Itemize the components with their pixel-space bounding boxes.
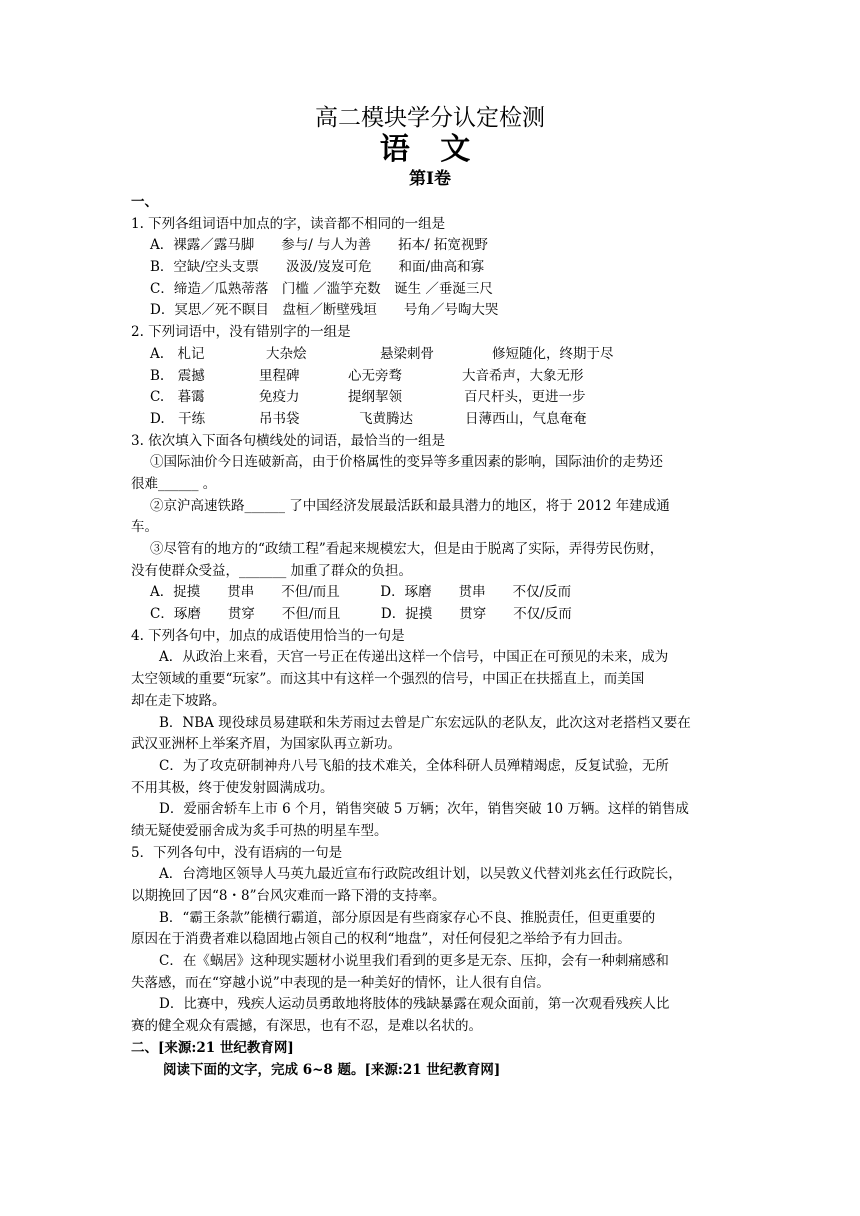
q2-cell: 吊书袋 — [259, 410, 300, 427]
question-2-stem: 2. 下列词语中，没有错别字的一组是 — [131, 324, 351, 341]
question-4-stem: 4. 下列各句中，加点的成语使用恰当的一句是 — [131, 627, 405, 644]
section-two-heading: 二、[来源:21 世纪教育网] — [131, 1039, 294, 1056]
q2-cell: 大杂烩 — [266, 345, 307, 362]
question-4-line: C．为了攻克研制神舟八号飞船的技术难关，全体科研人员殚精竭虑，反复试验，无所 — [159, 757, 669, 774]
q2-cell: 修短随化，终期于尽 — [492, 345, 614, 362]
question-1-option: B．空缺/空头支票 汲汲/岌岌可危 和面/曲高和寡 — [150, 259, 485, 276]
question-3-stem: 3. 依次填入下面各句横线处的词语，最恰当的一组是 — [131, 432, 446, 449]
question-5-line: 以期挽回了因“8・8”台风灾难而一路下滑的支持率。 — [131, 888, 446, 904]
question-4-line: B．NBA 现役球员易建联和朱芳雨过去曾是广东宏远队的老队友，此次这对老搭档又要在 — [159, 714, 691, 731]
question-2-row — [131, 387, 741, 409]
question-4-line: 不用其极，终于使发射圆满成功。 — [131, 779, 334, 796]
question-5-line: B．“霸王条款”能横行霸道，部分原因是有些商家存心不良、推脱责任，但更重要的 — [159, 909, 656, 926]
question-5-line: D．比赛中，残疾人运动员勇敢地将肢体的残缺暴露在观众面前，第一次观看残疾人比 — [159, 996, 670, 1013]
question-1-option: C．缔造／瓜熟蒂落 门槛 ／滥竽充数 诞生 ／垂涎三尺 — [150, 280, 493, 297]
question-4-line: 太空领域的重要“玩家”。而这其中有这样一个强烈的信号，中国正在扶摇直上，而美国 — [131, 671, 645, 688]
q2-cell: 免疫力 — [259, 389, 300, 406]
question-5-stem: 5．下列各句中，没有语病的一句是 — [131, 844, 343, 861]
question-3-sentence: 很难______ 。 — [131, 475, 217, 492]
q2-cell: 日薄西山，气息奄奄 — [465, 410, 587, 427]
question-4-line: 却在走下坡路。 — [131, 692, 226, 709]
q2-cell: 心无旁骛 — [348, 367, 402, 384]
question-1-option: A．裸露／露马脚 参与/ 与人为善 拓本/ 拓宽视野 — [150, 237, 488, 254]
part-title: 第Ⅰ卷 — [409, 169, 451, 189]
section-one-heading: 一、 — [131, 194, 158, 210]
question-4-line: 武汉亚洲杯上举案齐眉，为国家队再立新功。 — [131, 736, 401, 753]
question-5-line: C．在《蜗居》这种现实题材小说里我们看到的更多是无奈、压抑，会有一种刺痛感和 — [159, 953, 669, 970]
question-5-line: A．台湾地区领导人马英九最近宣布行政院改组计划，以吴敦义代替刘兆玄任行政院长， — [159, 866, 682, 883]
q2-cell: 飞黄腾达 — [359, 410, 413, 427]
subject-title: 语 文 — [379, 132, 481, 167]
question-5-line: 赛的健全观众有震撼，有深思，也有不忍，是难以名状的。 — [131, 1018, 482, 1035]
exam-title: 高二模块学分认定检测 — [315, 105, 545, 131]
question-1-option: D．冥思／死不瞑目 盘桓／断壁残垣 号角／号啕大哭 — [150, 302, 499, 319]
q2-cell: 百尺杆头，更进一步 — [464, 389, 586, 406]
question-3-sentence: 车。 — [131, 519, 158, 536]
question-3-sentence: ②京沪高速铁路______ 了中国经济发展最活跃和最具潜力的地区，将于 2012 年建成通 — [150, 497, 670, 514]
question-5-line: 失落感，而在“穿越小说”中表现的是一种美好的情怀，让人很有自信。 — [131, 974, 550, 991]
q2-cell: 悬梁刺骨 — [380, 345, 434, 362]
question-4-line: D．爱丽舍轿车上市 6 个月，销售突破 5 万辆；次年，销售突破 10 万辆。这样的销售成 — [159, 801, 689, 818]
q2-cell: 提纲挈领 — [348, 389, 402, 406]
question-1-stem: 1. 下列各组词语中加点的字，读音都不相同的一组是 — [131, 215, 446, 232]
exam-body — [131, 192, 741, 1081]
reading-intro: 阅读下面的文字，完成 6~8 题。[来源:21 世纪教育网] — [163, 1061, 501, 1078]
question-2-row — [131, 409, 741, 431]
question-3-sentence: ①国际油价今日连破新高，由于价格属性的变异等多重因素的影响，国际油价的走势还 — [150, 454, 663, 471]
question-2-row — [131, 344, 741, 366]
question-3-sentence: 没有使群众受益，_______ 加重了群众的负担。 — [131, 562, 413, 579]
q2-cell: D. 干练 — [150, 410, 206, 427]
question-4-line: 绩无疑使爱丽舍成为炙手可热的明星车型。 — [131, 822, 388, 839]
q2-cell: C. 暮霭 — [150, 389, 205, 406]
question-5-line: 原因在于消费者难以稳固地占领自己的权利“地盘”，对任何侵犯之举给予有力回击。 — [131, 931, 631, 948]
q2-cell: A. 札记 — [150, 345, 205, 362]
q2-cell: B. 震撼 — [150, 367, 205, 384]
q2-cell: 里程碑 — [259, 367, 300, 384]
question-4-line: A．从政治上来看，天宫一号正在传递出这样一个信号，中国正在可预见的未来，成为 — [159, 649, 669, 666]
question-3-sentence: ③尽管有的地方的“政绩工程”看起来规模宏大，但是由于脱离了实际，弄得劳民伤财， — [150, 541, 664, 557]
question-3-options: A．捉摸 贯串 不但/而且 D．琢磨 贯串 不仅/反而 — [150, 584, 572, 601]
question-2-row — [131, 366, 741, 388]
q2-cell: 大音希声，大象无形 — [462, 367, 584, 384]
question-3-options: C．琢磨 贯穿 不但/而且 D．捉摸 贯穿 不仅/反而 — [150, 606, 572, 623]
